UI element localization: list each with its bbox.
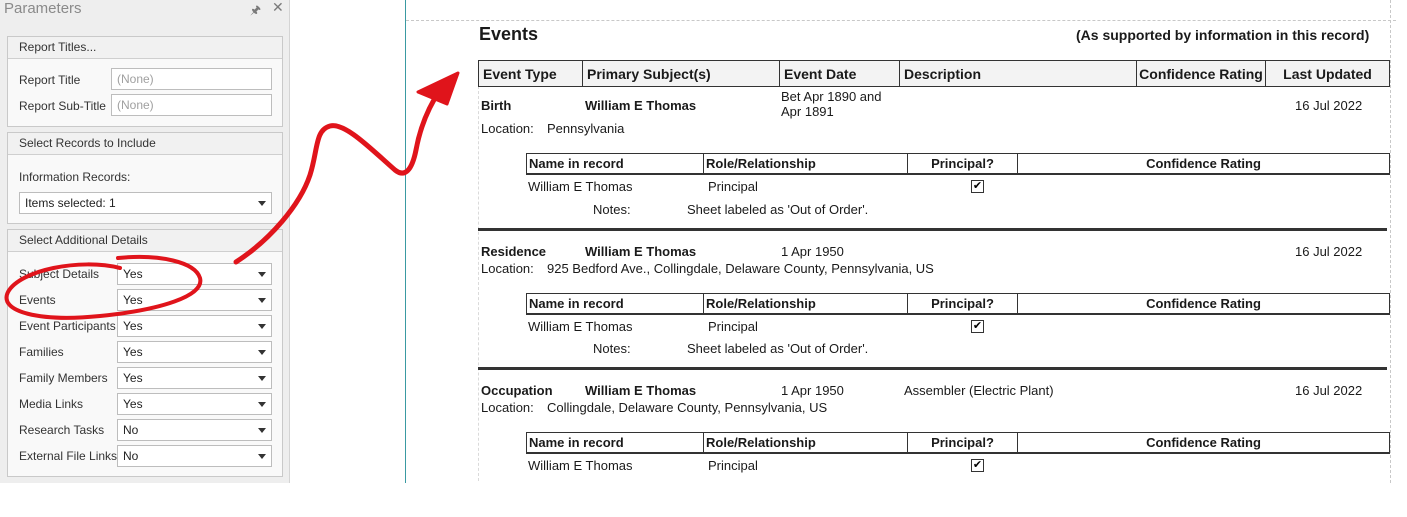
event-separator: [478, 228, 1387, 231]
report-subtitle-label: Report Sub-Title: [19, 99, 106, 113]
chevron-down-icon: [258, 201, 266, 206]
page-margin-left: [478, 86, 479, 486]
event-subject[interactable]: William E Thomas: [585, 244, 697, 259]
event-date: 1 Apr 1950: [781, 383, 844, 398]
dropdown-value: Yes: [123, 293, 143, 307]
participant-role: Principal: [708, 319, 758, 334]
location-label: Location:: [481, 400, 534, 415]
additional-details-group: [7, 229, 283, 477]
col-event-type: Event Type: [479, 61, 583, 86]
chevron-down-icon: [258, 428, 266, 433]
event-last-updated: 16 Jul 2022: [1295, 244, 1363, 259]
subcol-name: Name in record: [527, 294, 704, 314]
participants-header: [526, 432, 1390, 454]
report-title: Events: [479, 24, 539, 44]
additional-details-header[interactable]: Select Additional Details: [8, 230, 282, 252]
event-separator: [478, 367, 1387, 370]
subcol-confidence: Confidence Rating: [1146, 435, 1261, 450]
detail-label-subject-details: Subject Details: [19, 267, 100, 281]
principal-checkbox: ✔: [972, 180, 983, 192]
report-titles-group: [7, 36, 283, 127]
event-type: Residence: [481, 244, 547, 259]
chevron-down-icon: [258, 272, 266, 277]
subcol-name: Name in record: [527, 154, 704, 174]
principal-checkbox: ✔: [972, 459, 983, 471]
chevron-down-icon: [258, 298, 266, 303]
participants-header: [526, 293, 1390, 315]
subcol-role: Role/Relationship: [704, 294, 908, 314]
chevron-down-icon: [258, 350, 266, 355]
location-label: Location:: [481, 261, 534, 276]
event-location: Collingdale, Delaware County, Pennsylvania, US: [547, 400, 828, 415]
external-file-links-dropdown[interactable]: [117, 445, 272, 467]
families-dropdown[interactable]: [117, 341, 272, 363]
participant-name: William E Thomas: [528, 458, 633, 473]
information-records-label: Information Records:: [19, 170, 131, 184]
subcol-confidence: Confidence Rating: [1146, 156, 1261, 171]
col-description: Description: [900, 61, 1137, 86]
information-records-value: Items selected: 1: [25, 196, 116, 210]
dropdown-value: Yes: [123, 397, 143, 411]
annotation-arrow-head: [418, 73, 458, 104]
event-participants-dropdown[interactable]: [117, 315, 272, 337]
pin-icon[interactable]: 🖈: [250, 3, 262, 17]
events-table-header: [478, 60, 1390, 87]
chevron-down-icon: [258, 376, 266, 381]
dropdown-value: No: [123, 449, 139, 463]
report-subtitle: (As supported by information in this record): [1076, 27, 1370, 43]
event-last-updated: 16 Jul 2022: [1295, 383, 1363, 398]
dropdown-value: No: [123, 423, 139, 437]
event-date-line2: Apr 1891: [781, 104, 834, 119]
subcol-principal: Principal?: [908, 294, 1018, 314]
subcol-principal: Principal?: [908, 433, 1018, 453]
detail-label-events: Events: [19, 293, 56, 307]
dropdown-value: Yes: [123, 319, 143, 333]
subcol-role: Role/Relationship: [704, 154, 908, 174]
close-icon[interactable]: ✕: [272, 0, 284, 15]
event-description: Assembler (Electric Plant): [904, 383, 1054, 398]
chevron-down-icon: [258, 402, 266, 407]
principal-checkbox: ✔: [972, 320, 983, 332]
participants-header: [526, 153, 1390, 175]
detail-label-families: Families: [19, 345, 64, 359]
event-date: Bet Apr 1890 and: [781, 89, 882, 104]
event-date: 1 Apr 1950: [781, 244, 844, 259]
event-last-updated: 16 Jul 2022: [1295, 98, 1363, 113]
detail-label-external-file-links: External File Links: [19, 449, 118, 463]
chevron-down-icon: [258, 454, 266, 459]
subcol-role: Role/Relationship: [704, 433, 908, 453]
parameters-panel: [0, 0, 290, 483]
event-location: Pennsylvania: [547, 121, 625, 136]
select-records-group: [7, 132, 283, 224]
detail-label-media-links: Media Links: [19, 397, 84, 411]
event-subject[interactable]: William E Thomas: [585, 98, 697, 113]
detail-label-family-members: Family Members: [19, 371, 108, 385]
subcol-confidence: Confidence Rating: [1146, 296, 1261, 311]
bottom-margin: [0, 483, 1407, 517]
dropdown-value: Yes: [123, 371, 143, 385]
col-confidence-rating: Confidence Rating: [1137, 61, 1266, 86]
event-location: 925 Bedford Ave., Collingdale, Delaware County, Pennsylvania, US: [547, 261, 934, 276]
col-event-date: Event Date: [780, 61, 900, 86]
select-records-header[interactable]: Select Records to Include: [8, 133, 282, 155]
location-label: Location:: [481, 121, 534, 136]
research-tasks-dropdown[interactable]: [117, 419, 272, 441]
col-last-updated: Last Updated: [1283, 66, 1372, 82]
dropdown-value: Yes: [123, 345, 143, 359]
participant-name: William E Thomas: [528, 179, 633, 194]
report-title-label: Report Title: [19, 73, 81, 87]
event-type: Birth: [481, 98, 512, 113]
detail-label-event-participants: Event Participants: [19, 319, 116, 333]
panel-title: Parameters: [4, 0, 82, 17]
participant-notes: Sheet labeled as 'Out of Order'.: [687, 341, 869, 356]
participant-role: Principal: [708, 179, 758, 194]
family-members-dropdown[interactable]: [117, 367, 272, 389]
notes-label: Notes:: [593, 341, 631, 356]
page-margin-top: [406, 20, 1396, 21]
participant-notes: Sheet labeled as 'Out of Order'.: [687, 202, 869, 217]
detail-label-research-tasks: Research Tasks: [19, 423, 105, 437]
participant-name: William E Thomas: [528, 319, 633, 334]
report-title-input[interactable]: (None): [111, 68, 272, 90]
events-dropdown[interactable]: [117, 289, 272, 311]
event-subject[interactable]: William E Thomas: [585, 383, 697, 398]
information-records-dropdown[interactable]: [19, 192, 272, 214]
chevron-down-icon: [258, 324, 266, 329]
media-links-dropdown[interactable]: [117, 393, 272, 415]
subcol-principal: Principal?: [908, 154, 1018, 174]
col-primary-subjects: Primary Subject(s): [583, 61, 780, 86]
notes-label: Notes:: [593, 202, 631, 217]
dropdown-value: Yes: [123, 267, 143, 281]
panel-header: [0, 0, 290, 20]
report-subtitle-input[interactable]: (None): [111, 94, 272, 116]
event-type: Occupation: [481, 383, 553, 398]
participant-role: Principal: [708, 458, 758, 473]
subcol-name: Name in record: [527, 433, 704, 453]
subject-details-dropdown[interactable]: [117, 263, 272, 285]
report-titles-header[interactable]: Report Titles...: [8, 37, 282, 59]
preview-left-border: [405, 0, 406, 483]
page-margin-right: [1390, 0, 1391, 483]
